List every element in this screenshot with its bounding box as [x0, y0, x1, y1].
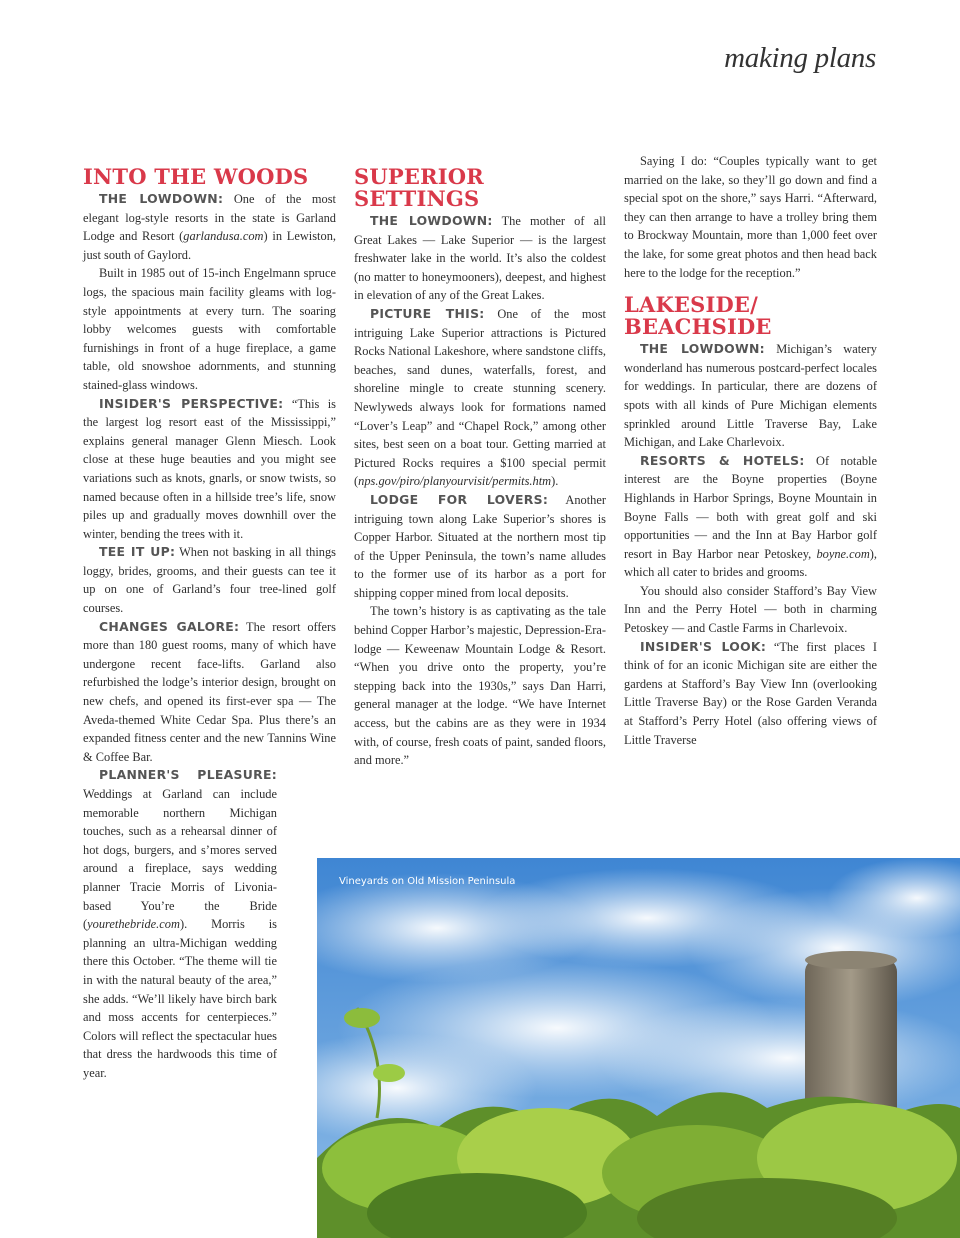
website-link[interactable]: garlandusa.com	[183, 229, 264, 244]
section-header: making plans	[724, 42, 876, 74]
paragraph: Built in 1985 out of 15-inch Engelmann spruce logs, the spacious main facility gleams with log-style appointments at every turn. The soaring lobby welcomes guests with comfortable furnishings in front of a huge fireplace, a game table, old snowshoe adornments, and stunning stained-glass windows.	[83, 266, 336, 392]
paragraph: THE LOWDOWN: One of the most elegant log-style resorts in the state is Garland Lodge and Resort (garlandusa.com) in Lewiston, just south of Gaylord.	[83, 191, 336, 262]
photo-caption: Vineyards on Old Mission Peninsula	[339, 876, 516, 887]
website-link[interactable]: yourethebride.com	[87, 917, 180, 932]
website-link[interactable]: nps.gov/piro/planyourvisit/permits.htm	[358, 474, 552, 489]
paragraph: INSIDER'S LOOK: “The first places I think of for an iconic Michigan site are either the gardens at Stafford’s Bay View Inn (overlooking Little Traverse Bay) or the Rose Garden Veranda at Stafford’s Perry Hotel (also offering views of Little Traverse	[624, 638, 877, 747]
heading-into-the-woods: INTO THE WOODS	[83, 164, 309, 189]
paragraph: LODGE FOR LOVERS: Another intriguing town along Lake Superior’s shores is Copper Harbor. Situated at the northern most tip of the Upper Peninsula, the town’s name alludes to the former use of its harbor as a port for shipping copper mined from local deposits.	[354, 491, 606, 600]
vineyard-illustration	[317, 858, 960, 1238]
paragraph: PLANNER'S PLEASURE: Weddings at Garland can include memorable northern Michigan touches, such as a rehearsal dinner of hot dogs, burgers, and s’mores served around a fireplace, says wedding planner Tracie Morris of Livonia-based You’re the Bride (yourethebride.com). Morris is planning an ultra-Michigan wedding there this October. “The theme will tie in with the natural beauty of the area,” she adds. “We’ll likely have birch bark and moss accents for centerpieces.” Colors will reflect the spectacular hues that dress the hardwoods this time of year.	[83, 767, 277, 1080]
paragraph: THE LOWDOWN: Michigan’s watery wonderland has numerous postcard-perfect locales for weddings. In particular, there are dozens of spots with all kinds of Pure Michigan elements sprinkled around Little Traverse Bay, Lake Michigan, and Lake Charlevoix.	[624, 341, 877, 450]
paragraph: TEE IT UP: When not basking in all things loggy, brides, grooms, and their guests can tee it up on one of Garland’s four tree-lined golf courses.	[83, 544, 336, 616]
column-into-the-woods	[83, 152, 336, 1083]
vineyard-photo	[317, 858, 960, 1238]
column-superior-settings	[354, 152, 606, 770]
paragraph: You should also consider Stafford’s Bay View Inn and the Perry Hotel — both in charming Petoskey — and Castle Farms in Charlevoix.	[624, 583, 877, 636]
heading-lakeside-beachside: LAKESIDE/ BEACHSIDE	[624, 292, 772, 340]
paragraph: INSIDER'S PERSPECTIVE: “This is the largest log resort east of the Mississippi,” explains general manager Glenn Miesch. Look close at these huge beauties and you might see variations such as knots, gnarls, or snow twists, so named because often in a hillside tree’s life, snow piles up and gradually moves downhill over the winter, bending the trees with it.	[83, 395, 336, 541]
paragraph: CHANGES GALORE: The resort offers more than 180 guest rooms, many of which have undergone recent face-lifts. Garland also refurbished the lodge’s interior design, brought on new chefs, and opened its first-ever spa — The Aveda-themed White Cedar Spa. Plus there’s an expanded fitness center and the new Tannins Wine & Coffee Bar.	[83, 618, 336, 764]
website-link[interactable]: boyne.com	[816, 546, 870, 561]
heading-superior-settings: SUPERIOR SETTINGS	[354, 164, 484, 211]
paragraph: RESORTS & HOTELS: Of notable interest are the Boyne properties (Boyne Highlands in Harbor Springs, Boyne Mountain in Boyne Falls — both with great golf and ski opportunities — and the Inn at Bay Harbor golf resort in Bay Harbor near Petoskey, boyne.com), which all cater to brides and grooms.	[624, 452, 877, 580]
paragraph: The town’s history is as captivating as the tale behind Copper Harbor’s majestic, Depression-Era-lodge — Keweenaw Mountain Lodge & Resort. “When you drive onto the property, you’re stepping back into the 1930s,” says Dan Harri, general manager at the lodge. “We have Internet access, but the cabins are as they were in 1934 with, of course, fresh coats of paint, sanded floors, and more.”	[354, 604, 606, 768]
paragraph: THE LOWDOWN: The mother of all Great Lakes — Lake Superior — is the largest freshwater lake in the world. It’s also the coldest (no matter to honeymooners), deepest, and highest in elevation of any of the Great Lakes.	[354, 213, 606, 303]
column-lakeside-beachside	[624, 152, 877, 749]
paragraph: PICTURE THIS: One of the most intriguing Lake Superior attractions is Pictured Rocks National Lakeshore, where sandstone cliffs, beaches, sand dunes, waterfalls, forest, and shoreline mingle to create stunning scenery. Newlyweds always look for formations named “Lover’s Leap” and “Chapel Rock,” among other sites, best seen on a boat tour. Getting married at Pictured Rocks requires a $100 special permit (nps.gov/piro/planyourvisit/permits.htm).	[354, 305, 606, 489]
paragraph: Saying I do: “Couples typically want to get married on the lake, so they’ll go down and find a special spot on the shore,” says Harri. “Afterward, they can then arrange to have a trolley bring them to Brockway Mountain, more than 1,000 feet over the lake, for some great photos and then head back here to the lodge for the reception.”	[624, 154, 877, 280]
